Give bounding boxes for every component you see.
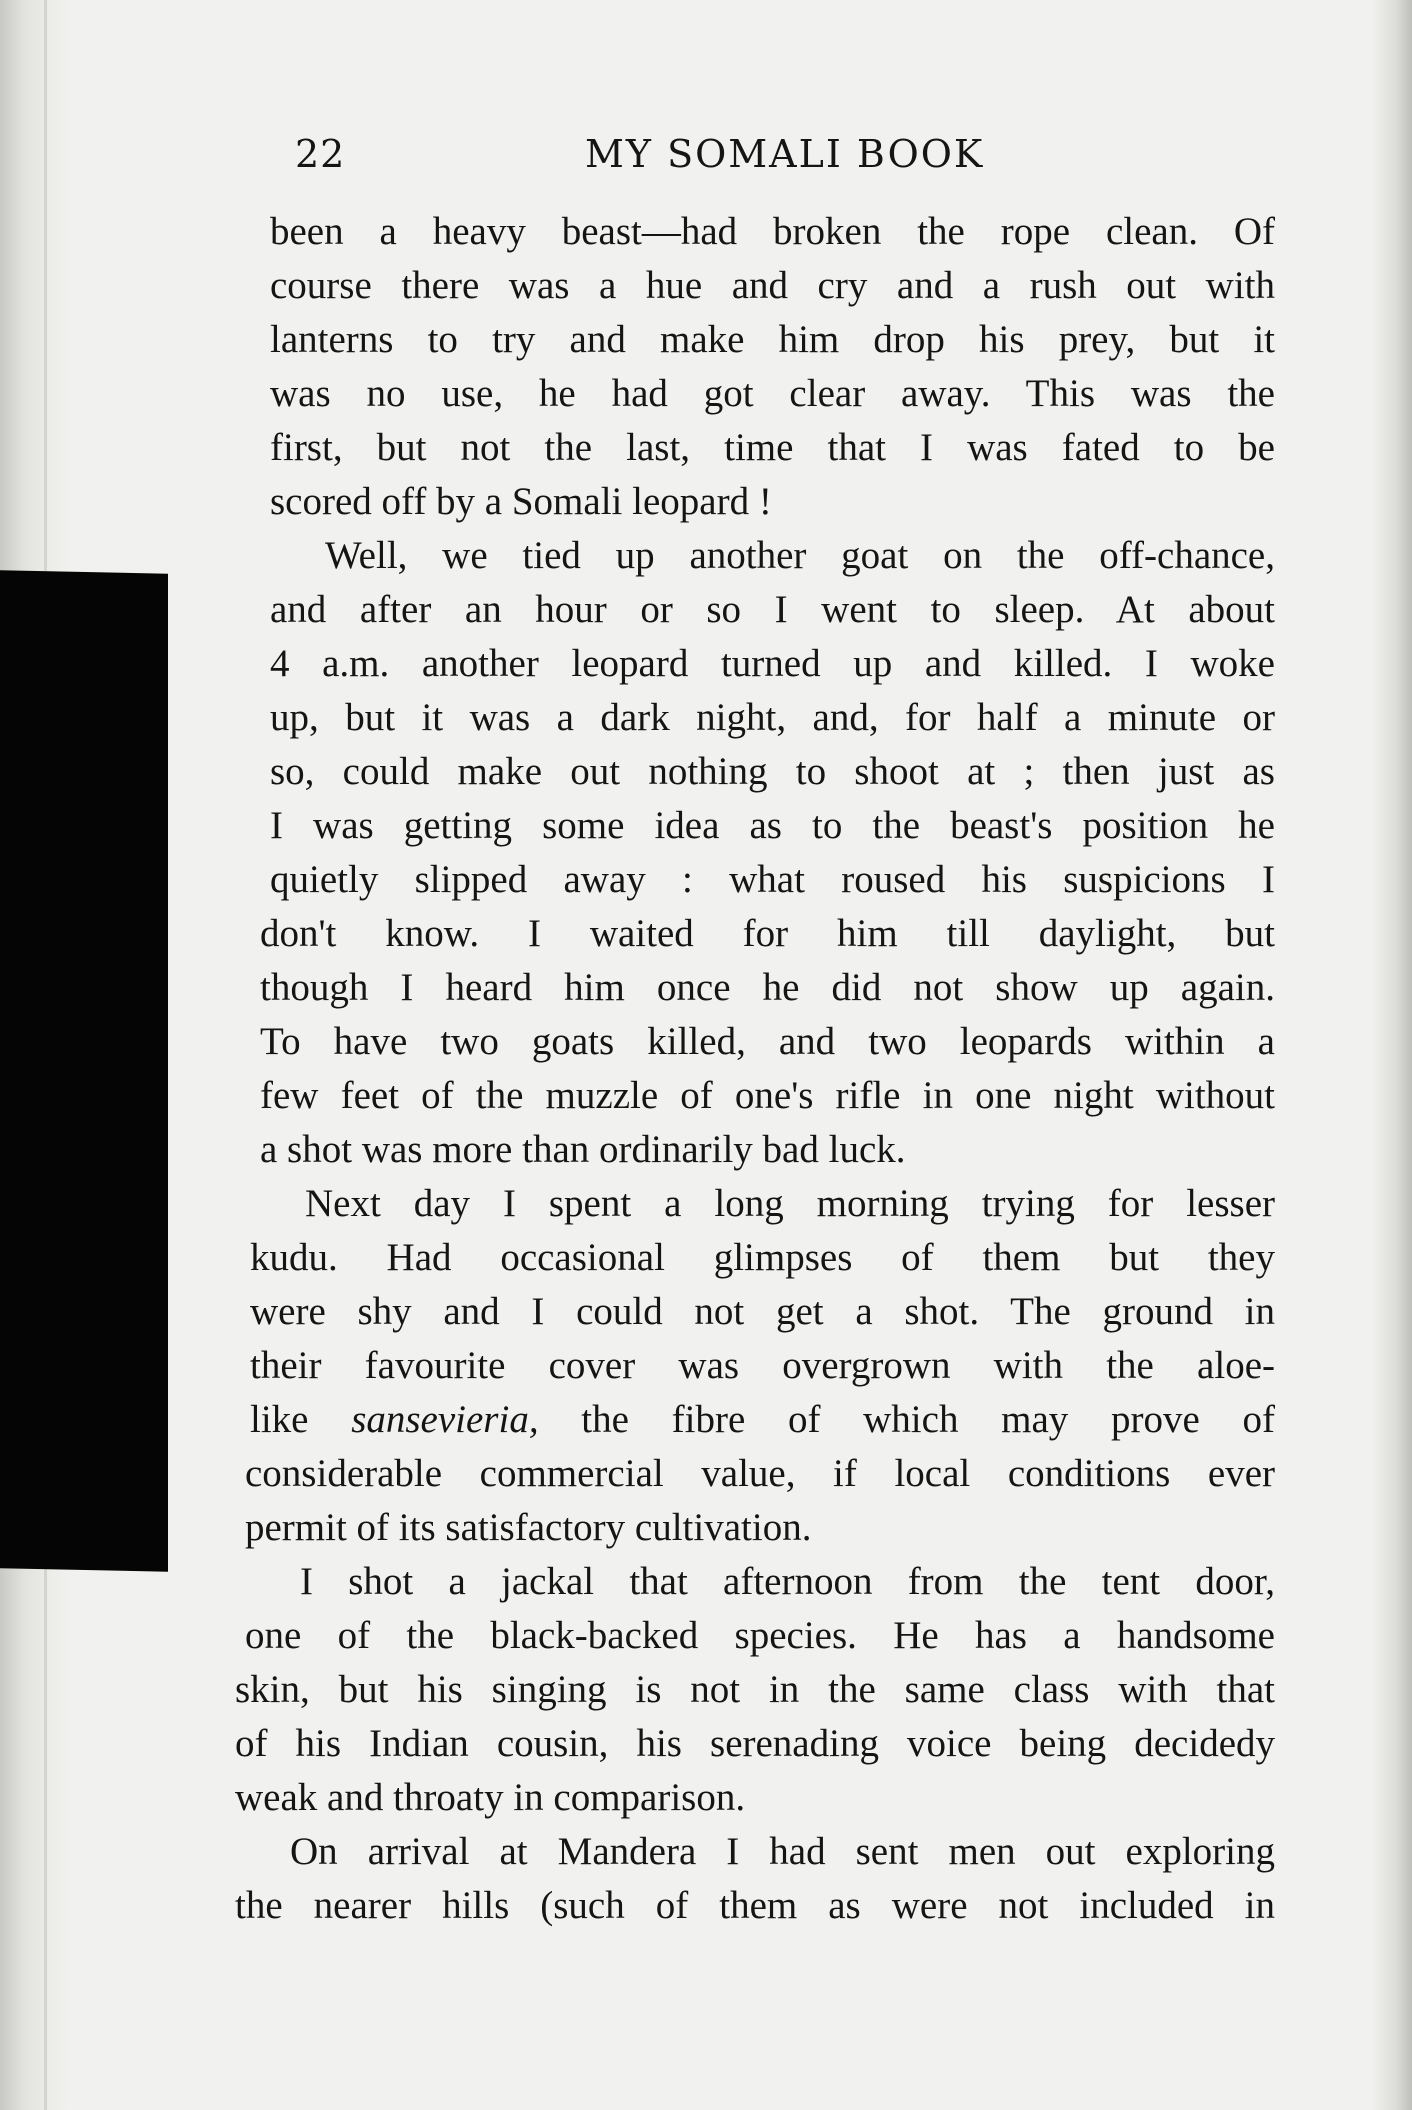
text-line: Well, we tied up another goat on the off-chance, xyxy=(325,534,1275,577)
text-line: and after an hour or so I went to sleep. At about xyxy=(270,588,1275,631)
text-line: scored off by a Somali leopard ! xyxy=(270,480,772,523)
text-line: quietly slipped away : what roused his suspicions I xyxy=(270,858,1275,901)
text-line xyxy=(250,1393,1275,1447)
page-header xyxy=(295,132,1275,182)
text-line: their favourite cover was overgrown with the aloe- xyxy=(250,1344,1275,1387)
text-line: weak and throaty in comparison. xyxy=(235,1776,746,1819)
text-line: were shy and I could not get a shot. The ground in xyxy=(250,1290,1275,1333)
text-line: permit of its satisfactory cultivation. xyxy=(245,1506,812,1549)
black-page-tab xyxy=(0,570,168,1572)
text-line: the nearer hills (such of them as were not included in xyxy=(235,1884,1275,1927)
text-line: a shot was more than ordinarily bad luck. xyxy=(260,1128,906,1171)
text-line: course there was a hue and cry and a rush out with xyxy=(270,264,1275,307)
text-line: skin, but his singing is not in the same class with that xyxy=(235,1668,1275,1711)
italic-term: sansevieria, xyxy=(351,1398,539,1441)
text-line: of his Indian cousin, his serenading voice being decidedy xyxy=(235,1722,1275,1765)
text-line: 4 a.m. another leopard turned up and killed. I woke xyxy=(270,642,1275,685)
page-number: 22 xyxy=(295,132,346,176)
text-line: though I heard him once he did not show up again. xyxy=(260,966,1275,1009)
running-head: MY SOMALI BOOK xyxy=(585,132,985,176)
text-line: first, but not the last, time that I was fated to be xyxy=(270,426,1275,469)
text-line: lanterns to try and make him drop his prey, but it xyxy=(270,318,1275,361)
text-line: one of the black-backed species. He has a handsome xyxy=(245,1614,1275,1657)
text-line: so, could make out nothing to shoot at ; then just as xyxy=(270,750,1275,793)
text-line: don't know. I waited for him till daylight, but xyxy=(260,912,1275,955)
page-right-edge xyxy=(1372,0,1412,2110)
text-line: considerable commercial value, if local conditions ever xyxy=(245,1452,1275,1495)
text-line: few feet of the muzzle of one's rifle in one night without xyxy=(260,1074,1275,1117)
text-line: kudu. Had occasional glimpses of them but they xyxy=(250,1236,1275,1279)
text-line: Next day I spent a long morning trying for lesser xyxy=(305,1182,1275,1225)
text-fragment: the fibre of which may prove of xyxy=(581,1398,1275,1441)
text-line: To have two goats killed, and two leopards within a xyxy=(260,1020,1275,1063)
text-line: up, but it was a dark night, and, for half a minute or xyxy=(270,696,1275,739)
text-line: been a heavy beast—had broken the rope clean. Of xyxy=(270,210,1275,253)
text-line: On arrival at Mandera I had sent men out exploring xyxy=(290,1830,1275,1873)
text-line: I was getting some idea as to the beast's position he xyxy=(270,804,1275,847)
text-fragment: like xyxy=(250,1398,309,1441)
text-line: I shot a jackal that afternoon from the tent door, xyxy=(300,1560,1275,1603)
body-text xyxy=(235,205,1275,1933)
text-line: was no use, he had got clear away. This was the xyxy=(270,372,1275,415)
